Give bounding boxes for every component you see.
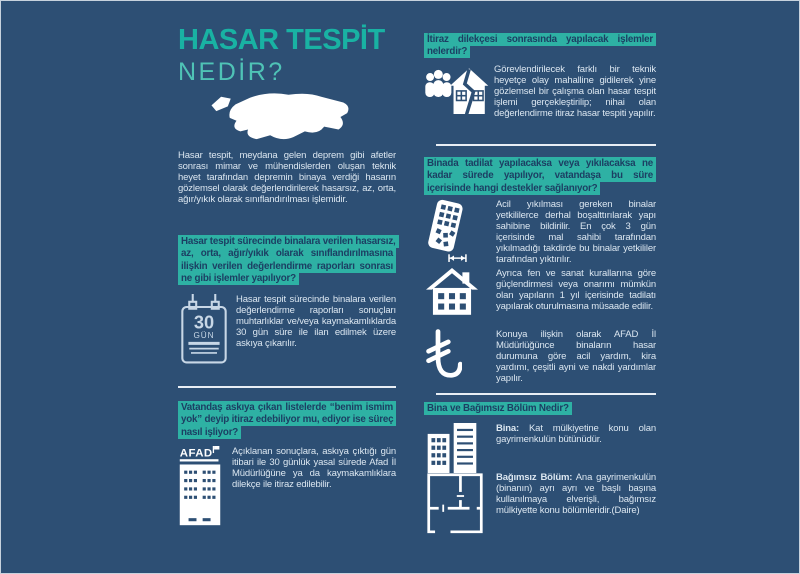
page-title: HASAR TESPİT [178,24,385,56]
bullet-objection-text: Açıklanan sonuçlara, askıya çıktığı gün itibari ile 30 günlük yasal sürede Afad İl Müdürlüğüne ya da kaymakamlıklara dilekçe ile itiraz edilebilir. [232,446,396,491]
bullet-definition-bina [426,423,656,473]
bullet-objection [178,446,396,530]
house-icon [426,268,496,315]
definition-lead: Bina: [496,423,520,434]
bullet-demolition-3 [426,329,656,384]
divider [436,144,656,146]
question-heading-demolition [424,158,656,195]
bullet-demolition-2 [426,268,656,315]
question-heading-process [178,236,396,285]
floor-plan-icon [426,472,496,534]
question-heading-process-text: Hasar tespit sürecinde binalara verilen hasarsız, az, orta, ağır/yıkık olarak sınıflandırılmasına ilişkin verilen değerlendirme raporları sonrası ne gibi işlemler yapılıyor? [178,235,399,285]
definition-lead: Bağımsız Bölüm: [496,472,573,483]
question-heading-petition-text: İtiraz dilekçesi sonrasında yapılacak işlemler nelerdir? [424,33,656,58]
turkish-lira-icon [426,329,496,382]
bullet-definition-bina-text [496,423,656,445]
bullet-demolition-2-text: Ayrıca fen ve sanat kurallarına göre güçlendirmesi veya onarımı mümkün olan yapıların 1 yıl içerisinde tadilatı yapılarak oturulmasına müsaade edilir. [496,268,656,313]
definition-body: Kat mülkiyetine konu olan gayrimenkulün bütünüdür. [496,423,656,446]
bullet-petition [424,64,656,119]
page-subtitle: NEDİR? [178,58,285,86]
divider [436,393,656,395]
bullet-process [178,294,396,367]
question-heading-demolition-text: Binada tadilat yapılacaksa veya yıkılacaksa ne kadar sürede yapılıyor, vatandaşa bu süre içerisinde hangi destekler sağlanıyor? [424,157,656,195]
question-heading-objection [178,402,396,439]
bullet-definition-bagimsiz [426,472,656,534]
calendar-30-days-icon [178,294,236,367]
bullet-petition-text: Görevlendirilecek farklı bir teknik heyetçe olay mahalline gidilerek yine gözlemsel bir çalışma olan hasar tespit işlemi gerçekleştirilip; nihai olan değerlendirme itiraz hasar tespiti yapılır. [494,64,656,120]
intro-paragraph: Hasar tespit, meydana gelen deprem gibi afetler sonrası mimar ve mühendislerden oluşan teknik heyet tarafından depremin binaya verdiği hasarın gözlemsel olarak değerlendirilerek hasarsız, az, orta, ağır/yıkık olarak sınıflandırılması işlemidir. [178,150,396,206]
bullet-process-text: Hasar tespit sürecinde binalara verilen değerlendirme raporları sonuçları muhtarlıklar ve/veya kaymakamlıklarda 30 gün süre ile ilan edilmek üzere askıya çıkarılır. [236,294,396,350]
apartment-buildings-icon [426,423,496,473]
afad-label: AFAD [179,447,213,460]
question-heading-definitions [424,403,656,415]
inspection-team-cracked-house-icon [424,64,494,114]
collapsing-building-icon [426,199,496,264]
bullet-definition-bagimsiz-text [496,472,656,516]
calendar-unit-label: GÜN [193,331,215,341]
bullet-demolition-1-text: Acil yıkılması gereken binalar yetkililerce derhal boşalttırılarak yapı sahibine bildirilir. En çok 3 gün içerisinde mal sahibi tarafından yıkılmadığı takdirde bu binalar yetkililer tarafından yıktırılır. [496,199,656,266]
question-heading-petition [424,34,656,59]
divider [178,386,396,388]
bullet-demolition-1 [426,199,656,265]
turkey-map-icon [198,90,352,150]
calendar-number-label: 30 [193,312,215,333]
bullet-demolition-3-text: Konuya ilişkin olarak AFAD İl Müdürlüğünce binaların hasar durumuna göre acil yardım, kira yardımı, çeşitli ayni ve nakdi yardımlar yapılır. [496,329,656,385]
question-heading-definitions-text: Bina ve Bağımsız Bölüm Nedir? [424,402,572,415]
question-heading-objection-text: Vatandaş askıya çıkan listelerde “benim ismim yok” deyip itiraz edebiliyor mu, ediyor ise süreç nasıl işliyor? [178,401,396,439]
afad-building-icon [178,446,232,530]
definition-body: Ana gayrimenkulün (binanın) ayrı ayrı ve başlı başına kullanılmaya elverişli, bağımsız mülkiyette konu bölümleridir.(Daire) [496,472,657,517]
